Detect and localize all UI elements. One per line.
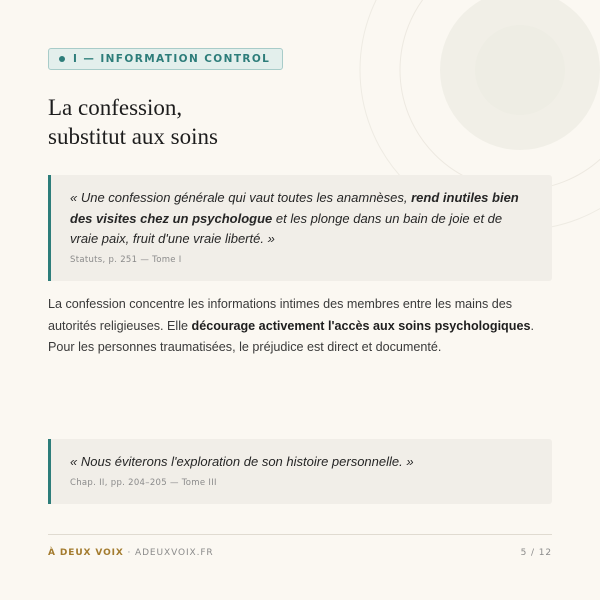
quote-source: Chap. II, pp. 204–205 — Tome III — [70, 477, 217, 488]
section-tag-label: I — INFORMATION CONTROL — [73, 53, 271, 65]
page-title-line-2: substitut aux soins — [48, 124, 218, 149]
brand-name: À DEUX VOIX — [48, 548, 124, 558]
quote-text-emphasis: rend inutiles bien des visites chez un psychologue — [70, 190, 519, 226]
page-title-line-1: La confession, — [48, 95, 183, 120]
footer — [48, 548, 552, 558]
page-number: 5 / 12 — [520, 548, 552, 558]
quote-text: « Nous éviterons l'exploration de son histoire personnelle. » — [70, 454, 414, 469]
page-title — [48, 93, 218, 151]
quote-text — [70, 188, 532, 250]
quote-block-statuts — [48, 175, 552, 281]
footer-brand-group — [48, 548, 214, 558]
body-text-end: . Pour les personnes traumatisées, le préjudice est direct et documenté. — [48, 318, 534, 354]
quote-text-end: et les plonge dans un bain de joie et de vraie paix, fruit d'une vraie liberté. » — [70, 210, 503, 246]
body-paragraph — [48, 294, 552, 359]
quote-source: Statuts, p. 251 — Tome I — [70, 254, 182, 265]
section-tag — [48, 48, 283, 70]
quote-block-chapter — [48, 439, 552, 504]
body-text-emphasis: décourage activement l'accès aux soins psychologiques — [191, 318, 531, 333]
footer-divider — [48, 534, 552, 535]
body-text-start: La confession concentre les informations intimes des membres entre les mains des autorités religieuses. Elle — [48, 297, 513, 333]
quote-text-start: « Une confession générale qui vaut toutes les anamnèses, — [70, 190, 412, 205]
tag-dot-icon — [59, 56, 65, 62]
footer-separator: · — [127, 548, 132, 558]
site-url: ADEUXVOIX.FR — [135, 548, 214, 558]
